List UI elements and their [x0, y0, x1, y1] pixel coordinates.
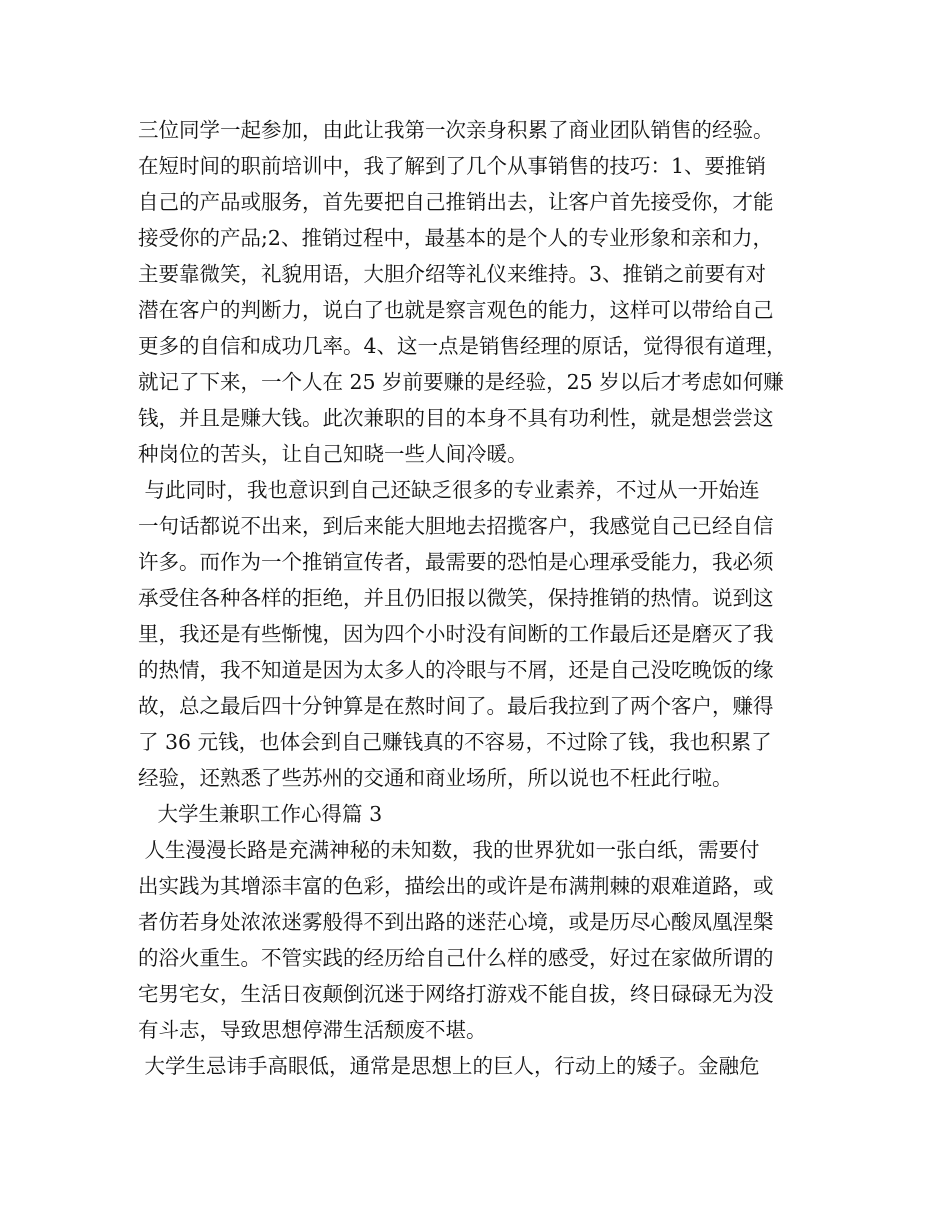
- text-line: 钱，并且是赚大钱。此次兼职的目的本身不具有功利性，就是想尝尝这: [138, 406, 774, 430]
- text-line: 承受住各种各样的拒绝，并且仍旧报以微笑，保持推销的热情。说到这: [138, 586, 774, 610]
- text-line: 主要靠微笑，礼貌用语，大胆介绍等礼仪来维持。3、推销之前要有对: [138, 262, 767, 286]
- text-line: 大学生忌讳手高眼低，通常是思想上的巨人，行动上的矮子。金融危: [138, 1054, 760, 1078]
- text-line: 故，总之最后四十分钟算是在熬时间了。最后我拉到了两个客户，赚得: [138, 694, 774, 718]
- section-heading: 大学生兼职工作心得篇 3: [138, 802, 383, 826]
- text-line: 三位同学一起参加，由此让我第一次亲身积累了商业团队销售的经验。: [138, 118, 774, 142]
- text-line: 自己的产品或服务，首先要把自己推销出去，让客户首先接受你，才能: [138, 190, 774, 214]
- text-line: 潜在客户的判断力，说白了也就是察言观色的能力，这样可以带给自己: [138, 298, 774, 322]
- text-line: 宅男宅女，生活日夜颠倒沉迷于网络打游戏不能自拔，终日碌碌无为没: [138, 982, 774, 1006]
- text-line: 在短时间的职前培训中，我了解到了几个从事销售的技巧：1、要推销: [138, 154, 767, 178]
- text-line: 人生漫漫长路是充满神秘的未知数，我的世界犹如一张白纸，需要付: [138, 838, 760, 862]
- text-line: 接受你的产品;2、推销过程中，最基本的是个人的专业形象和亲和力，: [138, 226, 773, 250]
- text-line: 的浴火重生。不管实践的经历给自己什么样的感受，好过在家做所谓的: [138, 946, 774, 970]
- text-line: 一句话都说不出来，到后来能大胆地去招揽客户，我感觉自己已经自信: [138, 514, 774, 538]
- text-line: 更多的自信和成功几率。4、这一点是销售经理的原话，觉得很有道理，: [138, 334, 787, 358]
- text-line: 的热情，我不知道是因为太多人的冷眼与不屑，还是自己没吃晚饭的缘: [138, 658, 774, 682]
- text-line: 就记了下来，一个人在 25 岁前要赚的是经验，25 岁以后才考虑如何赚: [138, 370, 784, 394]
- text-line: 者仿若身处浓浓迷雾般得不到出路的迷茫心境，或是历尽心酸凤凰涅槃: [138, 910, 774, 934]
- document-body: [138, 112, 828, 1084]
- text-line: 许多。而作为一个推销宣传者，最需要的恐怕是心理承受能力，我必须: [138, 550, 774, 574]
- text-line: 出实践为其增添丰富的色彩，描绘出的或许是布满荆棘的艰难道路，或: [138, 874, 774, 898]
- text-line: 种岗位的苦头，让自己知晓一些人间冷暖。: [138, 442, 528, 466]
- text-line: 与此同时，我也意识到自己还缺乏很多的专业素养，不过从一开始连: [138, 478, 760, 502]
- text-line: 有斗志，导致思想停滞生活颓废不堪。: [138, 1018, 487, 1042]
- text-line: 了 36 元钱，也体会到自己赚钱真的不容易，不过除了钱，我也积累了: [138, 730, 772, 754]
- text-line: 经验，还熟悉了些苏州的交通和商业场所，所以说也不枉此行啦。: [138, 766, 733, 790]
- text-line: 里，我还是有些惭愧，因为四个小时没有间断的工作最后还是磨灭了我: [138, 622, 774, 646]
